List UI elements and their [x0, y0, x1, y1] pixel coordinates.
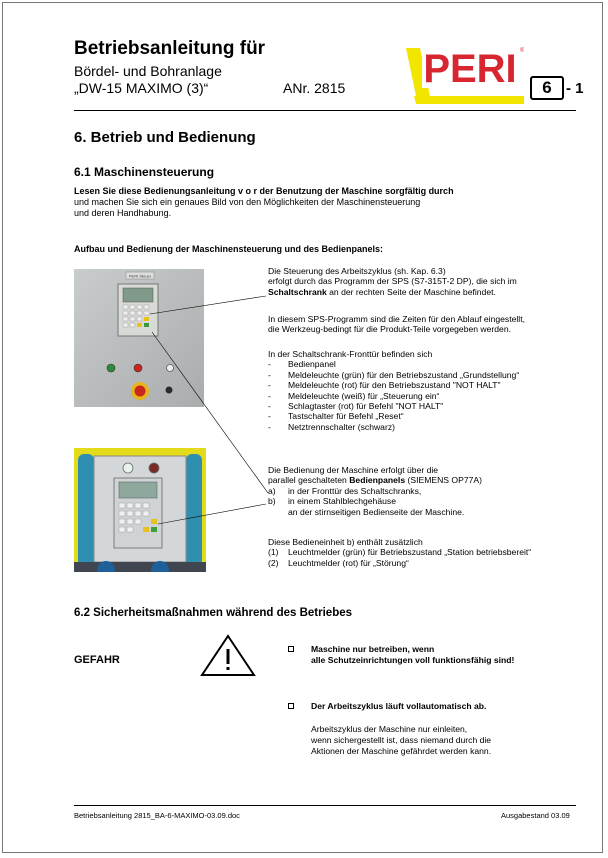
warning-1-line-1: Maschine nur betreiben, wenn [311, 644, 435, 654]
intro-bold: Lesen Sie diese Bedienungsanleitung v o r der Benutzung der Maschine sorgfältig durch [74, 186, 454, 196]
paragraph-sps [268, 314, 578, 335]
intro-paragraph [74, 186, 454, 219]
intro-line-3: und deren Handhabung. [74, 208, 172, 218]
paragraph-control [268, 266, 578, 297]
section-6-2-heading: 6.2 Sicherheitsmaßnahmen während des Betriebes [74, 607, 353, 619]
warning-1 [311, 644, 514, 666]
document-subtitle: Bördel- und Bohranlage [74, 63, 222, 79]
footer-filename: Betriebsanleitung 2815_BA-6-MAXIMO-03.09.doc [74, 811, 240, 820]
chapter-number: 6 [530, 76, 564, 100]
p4-bedienpanels: Bedienpanels [349, 475, 406, 486]
list-item: - Netztrennschalter (schwarz) [268, 421, 395, 432]
aufbau-heading: Aufbau und Bedienung der Maschinensteuerung und des Bedienpanels: [74, 244, 384, 254]
logo-text: PERI [423, 47, 517, 91]
intro-line-2: und machen Sie sich ein genaues Bild von den Möglichkeiten der Maschinensteuerung [74, 197, 421, 207]
paragraph-cabinet-list [268, 349, 578, 432]
machine-name: „DW-15 MAXIMO (3)“ [74, 80, 209, 96]
list-item: - Meldeleuchte (rot) für den Betriebszustand "NOT HALT" [268, 380, 501, 391]
page-number: - 1 [566, 80, 584, 97]
paragraph-panels [268, 465, 578, 517]
warning-1-line-2: alle Schutzeinrichtungen voll funktionsfähig sind! [311, 655, 515, 665]
document-title: Betriebsanleitung für [74, 38, 266, 59]
list-item: (1) Leuchtmelder (grün) für Betriebszustand „Station betriebsbereit“ [268, 547, 532, 558]
p4-line-2-pre: parallel geschalteten [268, 475, 350, 486]
peri-logo [406, 44, 524, 104]
list-item: a) in der Fronttür des Schaltschranks, [268, 485, 422, 496]
list-item: - Meldeleuchte (grün) für den Betriebszustand „Grundstellung“ [268, 369, 520, 380]
p1-schaltschrank: Schaltschrank [268, 286, 327, 297]
p1-line-3: an der rechten Seite der Maschine befindet. [326, 286, 496, 297]
header-rule [74, 110, 576, 111]
paragraph-indicators [268, 537, 578, 568]
safety-text [311, 724, 491, 757]
svg-text:®: ® [520, 48, 524, 54]
safety-line-3: Aktionen der Maschine gefährdet werden kann. [311, 746, 492, 756]
bullet-icon [288, 703, 294, 709]
p1-line-2: erfolgt durch das Programm der SPS (S7-315T-2 DP), die sich im [268, 276, 517, 287]
operator-panel-photo [74, 448, 206, 572]
list-item: - Meldeleuchte (weiß) für „Steuerung ein“ [268, 390, 440, 401]
p5-intro: Diese Bedieneinheit b) enthält zusätzlich [268, 537, 423, 547]
section-6-1-heading: 6.1 Maschinensteuerung [74, 165, 215, 179]
p4-line-1: Die Bedienung der Maschine erfolgt über die [268, 465, 439, 475]
footer-rule [74, 805, 576, 806]
safety-line-1: Arbeitszyklus der Maschine nur einleiten, [311, 724, 468, 734]
p2-line-2: die Werkzeug-bedingt für die Produkt-Teile vorgegeben werden. [268, 324, 511, 335]
warning-2: Der Arbeitszyklus läuft vollautomatisch ab. [311, 701, 487, 711]
list-item: - Bedienpanel [268, 359, 336, 370]
section-6-heading: 6. Betrieb und Bedienung [74, 129, 256, 146]
list-item: an der stirnseitigen Bedienseite der Maschine. [288, 506, 465, 517]
warning-triangle-icon [200, 634, 256, 678]
p2-line-1: In diesem SPS-Programm sind die Zeiten für den Ablauf eingestellt, [268, 314, 525, 324]
list-item: (2) Leuchtmelder (rot) für „Störung“ [268, 557, 409, 568]
list-item: - Schlagtaster (rot) für Befehl "NOT HALT" [268, 401, 444, 412]
order-number: ANr. 2815 [283, 80, 346, 96]
danger-label: GEFAHR [74, 654, 120, 666]
safety-line-2: wenn sichergestellt ist, dass niemand durch die [311, 735, 492, 745]
p4-line-2-post: (SIEMENS OP77A) [405, 475, 482, 486]
footer-edition: Ausgabestand 03.09 [501, 811, 570, 820]
bullet-icon [288, 646, 294, 652]
p1-line-1: Die Steuerung des Arbeitszyklus (sh. Kap. 6.3) [268, 266, 446, 276]
list-item: - Tastschalter für Befehl „Reset“ [268, 411, 404, 422]
p3-intro: In der Schaltschrank-Fronttür befinden sich [268, 349, 433, 359]
panel-plate-label: PERI Steuer [128, 273, 152, 279]
list-item: b) in einem Stahlblechgehäuse [268, 496, 396, 507]
cabinet-door-photo [74, 269, 204, 407]
